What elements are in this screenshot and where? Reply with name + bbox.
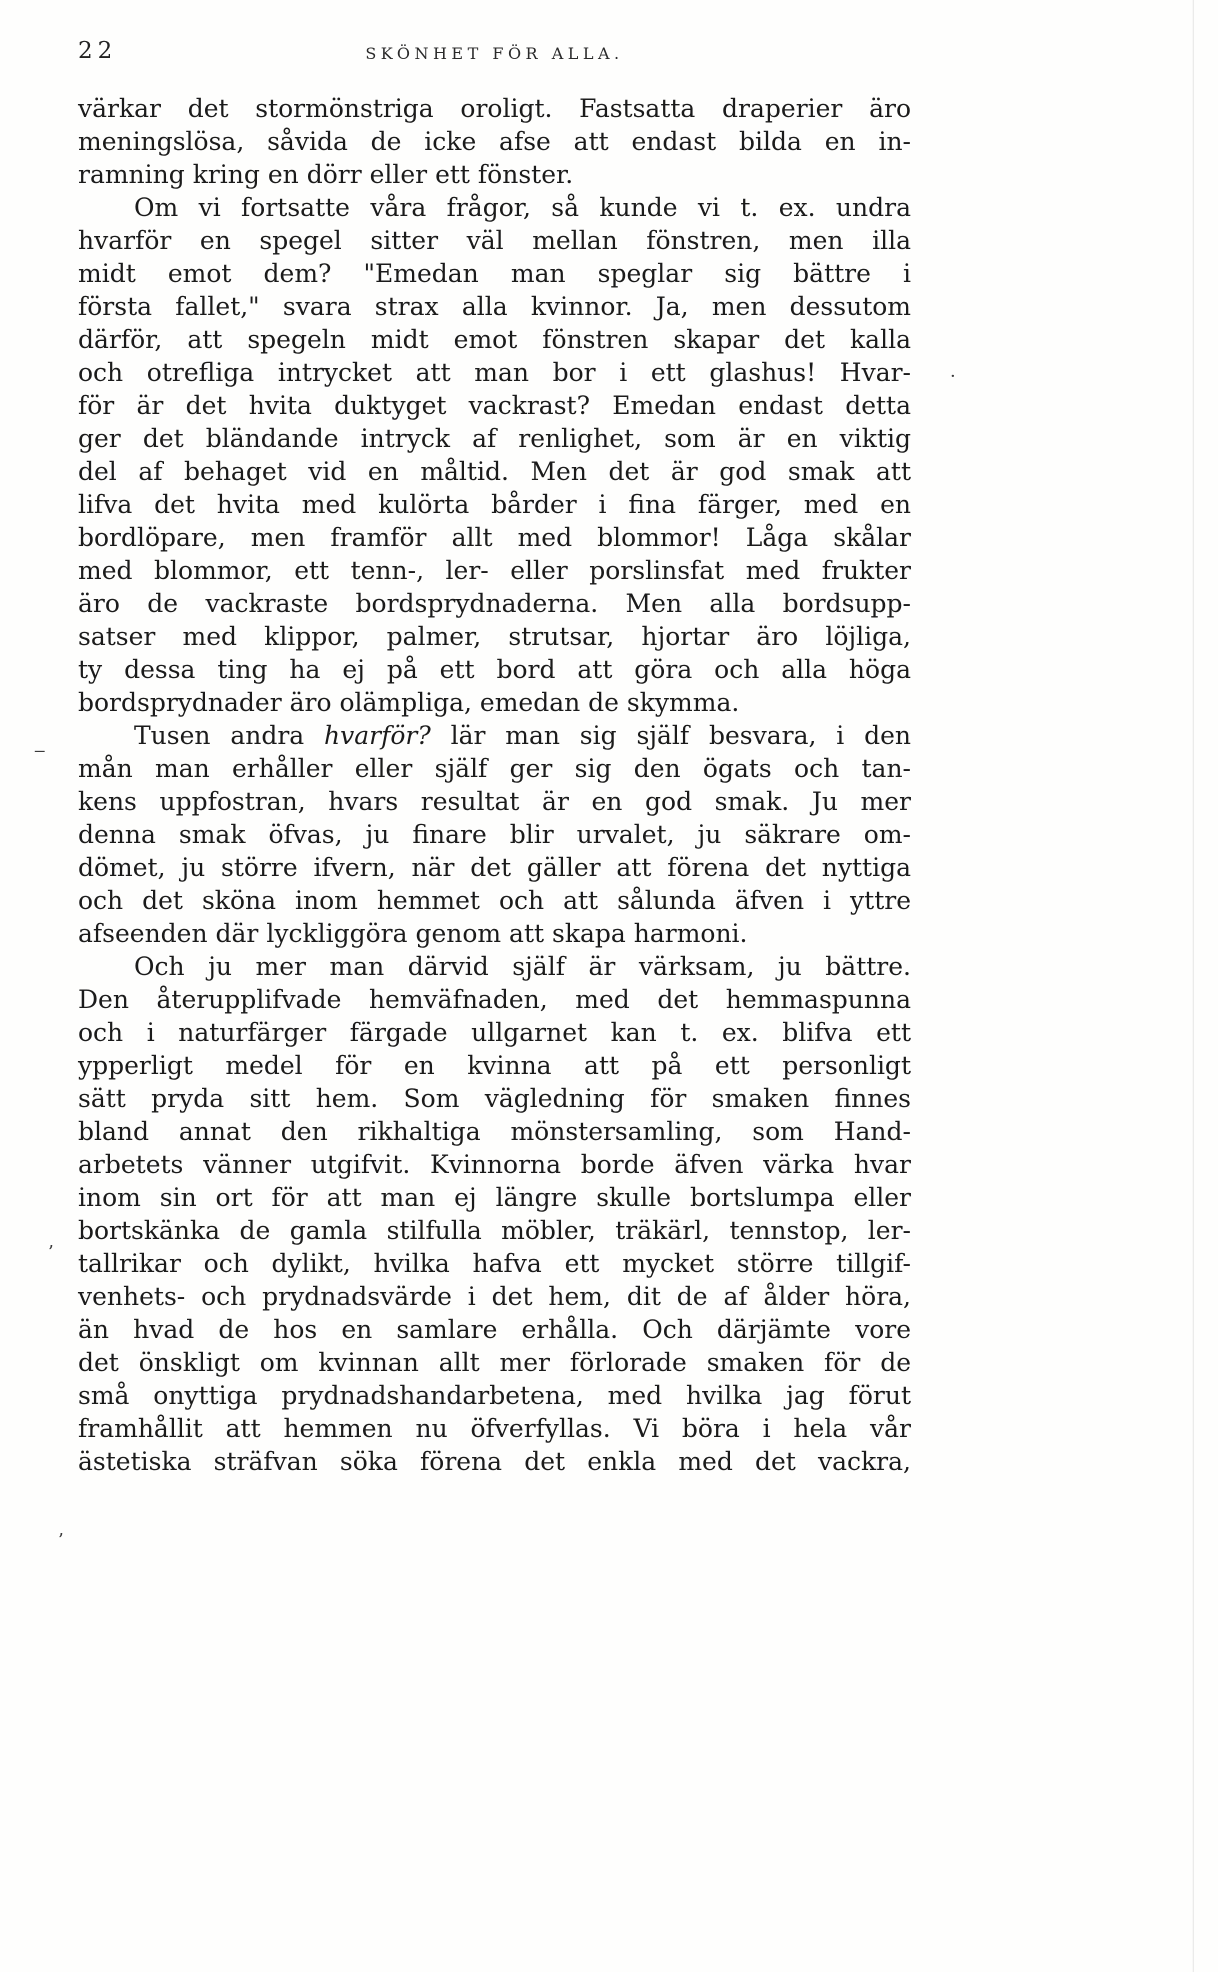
text-line: del af behaget vid en måltid. Men det är god smak att bbox=[78, 457, 911, 486]
text-line: och otrefliga intrycket att man bor i ett glashus! Hvar- bbox=[78, 358, 911, 387]
text-line: ypperligt medel för en kvinna att på ett personligt bbox=[78, 1051, 911, 1080]
paragraph bbox=[78, 191, 911, 719]
text-line: mån man erhåller eller själf ger sig den ögats och tan- bbox=[78, 754, 911, 783]
text-line: bland annat den rikhaltiga mönstersamling, som Hand- bbox=[78, 1117, 911, 1146]
text-line: kens uppfostran, hvars resultat är en god smak. Ju mer bbox=[78, 787, 911, 816]
text-line: bortskänka de gamla stilfulla möbler, träkärl, tennstop, ler- bbox=[78, 1216, 911, 1245]
text-line: Och ju mer man därvid själf är värksam, ju bättre. bbox=[134, 952, 911, 981]
text-line: det önskligt om kvinnan allt mer förlorade smaken för de bbox=[78, 1348, 911, 1377]
text-line: Om vi fortsatte våra frågor, så kunde vi t. ex. undra bbox=[134, 193, 911, 222]
text-line: värkar det stormönstriga oroligt. Fastsatta draperier äro bbox=[78, 94, 911, 123]
running-title: SKÖNHET FÖR ALLA. bbox=[365, 44, 624, 63]
page-number: 22 bbox=[78, 38, 118, 64]
text-line: venhets- och prydnadsvärde i det hem, dit de af ålder höra, bbox=[78, 1282, 911, 1311]
text-line: för är det hvita duktyget vackrast? Emedan endast detta bbox=[78, 391, 911, 420]
text-line: inom sin ort för att man ej längre skulle bortslumpa eller bbox=[78, 1183, 911, 1212]
text-line: denna smak öfvas, ju finare blir urvalet, ju säkrare om- bbox=[78, 820, 911, 849]
text-line: första fallet," svara strax alla kvinnor. Ja, men dessutom bbox=[78, 292, 911, 321]
text-line: midt emot dem? "Emedan man speglar sig bättre i bbox=[78, 259, 911, 288]
text-line: ästetiska sträfvan söka förena det enkla med det vackra, bbox=[78, 1447, 911, 1476]
text-line: bordlöpare, men framför allt med blommor! Låga skålar bbox=[78, 523, 911, 552]
text-line: meningslösa, såvida de icke afse att endast bilda en in- bbox=[78, 127, 911, 156]
text-line: dömet, ju större ifvern, när det gäller att förena det nyttiga bbox=[78, 853, 911, 882]
text-line: äro de vackraste bordsprydnaderna. Men alla bordsupp- bbox=[78, 589, 911, 618]
margin-mark: ‒ bbox=[34, 740, 46, 761]
margin-mark: ’ bbox=[48, 1242, 54, 1263]
text-line: hvarför en spegel sitter väl mellan fönstren, men illa bbox=[78, 226, 911, 255]
text-line: Tusen andra hvarför? lär man sig själf besvara, i den bbox=[134, 721, 911, 750]
paragraph bbox=[78, 92, 911, 191]
text-line: sätt pryda sitt hem. Som vägledning för smaken finnes bbox=[78, 1084, 911, 1113]
text-line: lifva det hvita med kulörta bårder i fina färger, med en bbox=[78, 490, 911, 519]
text-line: satser med klippor, palmer, strutsar, hjortar äro löjliga, bbox=[78, 622, 911, 651]
text-line: arbetets vänner utgifvit. Kvinnorna borde äfven värka hvar bbox=[78, 1150, 911, 1179]
text-line: därför, att spegeln midt emot fönstren skapar det kalla bbox=[78, 325, 911, 354]
page-edge-shadow bbox=[1192, 0, 1194, 1972]
text-line: ger det bländande intryck af renlighet, som är en viktig bbox=[78, 424, 911, 453]
text-line: ramning kring en dörr eller ett fönster. bbox=[78, 160, 574, 189]
text-line: framhållit att hemmen nu öfverfyllas. Vi böra i hela vår bbox=[78, 1414, 911, 1443]
text-line: bordsprydnader äro olämpliga, emedan de skymma. bbox=[78, 688, 740, 717]
text-line: små onyttiga prydnadshandarbetena, med hvilka jag förut bbox=[78, 1381, 911, 1410]
text-line: ty dessa ting ha ej på ett bord att göra och alla höga bbox=[78, 655, 911, 684]
page-header bbox=[78, 36, 911, 76]
margin-mark: · bbox=[950, 366, 956, 387]
text-line: och i naturfärger färgade ullgarnet kan t. ex. blifva ett bbox=[78, 1018, 911, 1047]
text-line: än hvad de hos en samlare erhålla. Och därjämte vore bbox=[78, 1315, 911, 1344]
text-line: och det sköna inom hemmet och att sålunda äfven i yttre bbox=[78, 886, 911, 915]
paragraph bbox=[78, 950, 911, 1478]
paragraph bbox=[78, 719, 911, 950]
text-line: med blommor, ett tenn-, ler- eller porslinsfat med frukter bbox=[78, 556, 911, 585]
text-block bbox=[78, 92, 911, 1478]
margin-mark: ’ bbox=[58, 1530, 64, 1551]
text-line: Den återupplifvade hemväfnaden, med det hemmaspunna bbox=[78, 985, 911, 1014]
text-line: tallrikar och dylikt, hvilka hafva ett mycket större tillgif- bbox=[78, 1249, 911, 1278]
text-line: afseenden där lyckliggöra genom att skapa harmoni. bbox=[78, 919, 748, 948]
